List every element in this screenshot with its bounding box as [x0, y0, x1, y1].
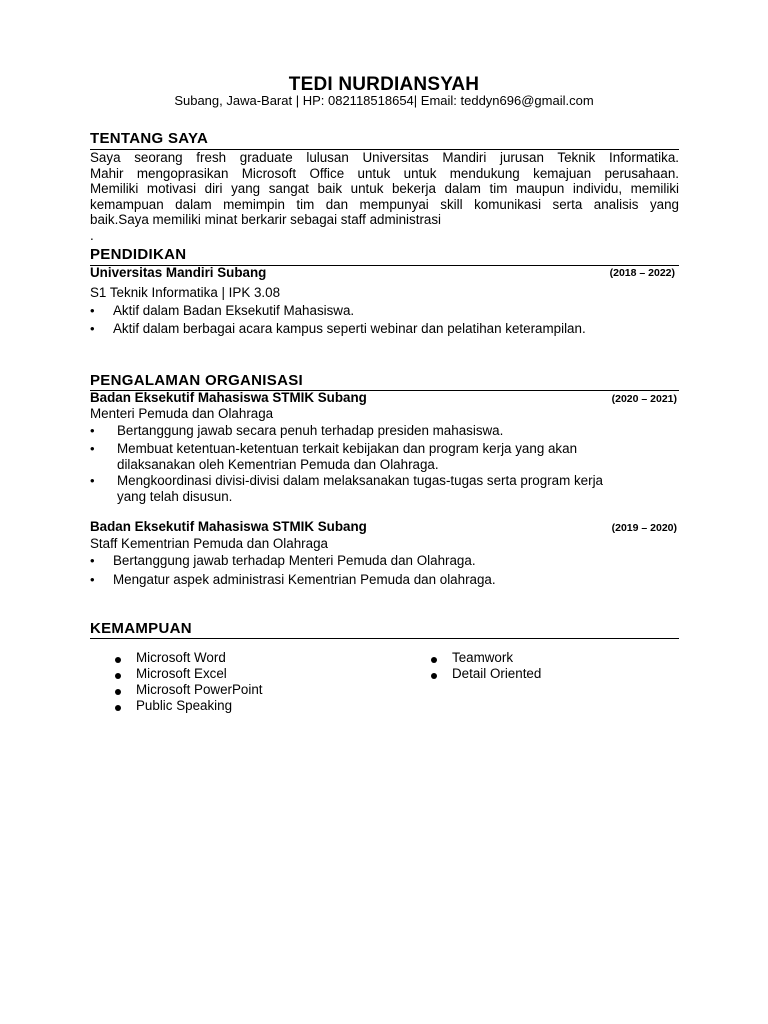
organization-role: Menteri Pemuda dan Olahraga: [90, 406, 274, 421]
about-heading: TENTANG SAYA: [90, 130, 209, 147]
organization-bullet-text: Membuat ketentuan-ketentuan terkait kebijakan dan program kerja yang akan: [117, 441, 578, 456]
organization-period: (2019 – 2020): [611, 522, 677, 534]
skill-item: Teamwork: [452, 650, 514, 665]
skill-item: Detail Oriented: [452, 666, 542, 681]
skills-heading: KEMAMPUAN: [90, 620, 192, 637]
organization-heading: PENGALAMAN ORGANISASI: [90, 372, 303, 389]
skill-item: Microsoft PowerPoint: [136, 682, 263, 697]
skill-item: Microsoft Word: [136, 650, 226, 665]
about-line: kemampuan dalam memimpin tim dan mempunyai skill komunikasi serta analisis yang: [90, 196, 679, 212]
skill-item: Public Speaking: [136, 698, 233, 713]
bullet-icon: •: [90, 321, 95, 336]
education-degree: S1 Teknik Informatika | IPK 3.08: [90, 285, 281, 300]
skills-divider: [90, 638, 679, 639]
organization-bullet-text: yang telah disusun.: [117, 489, 233, 504]
about-line: .: [90, 227, 94, 243]
bullet-icon: [115, 657, 121, 663]
about-line: baik.Saya memiliki minat berkarir sebagai staff administrasi: [90, 212, 442, 227]
about-line: Saya seorang fresh graduate lulusan Universitas Mandiri jurusan Teknik Informatika.: [90, 150, 679, 165]
organization-bullet-text: dilaksanakan oleh Kementrian Pemuda dan Olahraga.: [117, 457, 439, 472]
about-line: Memiliki motivasi diri yang sangat baik untuk bekerja dalam tim maupun individu, memiliki: [90, 181, 679, 196]
candidate-name: TEDI NURDIANSYAH: [288, 74, 480, 95]
bullet-icon: [431, 673, 437, 679]
organization-bullet-text: Bertanggung jawab terhadap Menteri Pemuda dan Olahraga.: [113, 553, 476, 568]
education-heading: PENDIDIKAN: [90, 246, 187, 263]
contact-info: Subang, Jawa-Barat | HP: 082118518654| Email: teddyn696@gmail.com: [174, 93, 594, 108]
organization-period: (2020 – 2021): [611, 393, 677, 405]
organization-bullet-text: Mengkoordinasi divisi-divisi dalam melaksanakan tugas-tugas serta program kerja: [117, 473, 604, 488]
education-period: (2018 – 2022): [609, 267, 675, 279]
bullet-icon: •: [90, 473, 95, 488]
bullet-icon: •: [90, 423, 95, 438]
about-paragraph: [90, 150, 679, 243]
bullet-icon: •: [90, 572, 95, 587]
organization-role: Staff Kementrian Pemuda dan Olahraga: [90, 536, 328, 551]
education-institution: Universitas Mandiri Subang: [90, 265, 267, 280]
education-bullet-text: Aktif dalam Badan Eksekutif Mahasiswa.: [113, 303, 355, 318]
about-line: Mahir mengoprasikan Microsoft Office untuk untuk mendukung kemajuan perusahaan.: [90, 165, 679, 181]
skill-item: Microsoft Excel: [136, 666, 227, 681]
organization-name: Badan Eksekutif Mahasiswa STMIK Subang: [90, 519, 367, 534]
organization-bullet-text: Mengatur aspek administrasi Kementrian Pemuda dan olahraga.: [113, 572, 496, 587]
bullet-icon: [115, 673, 121, 679]
bullet-icon: [115, 689, 121, 695]
bullet-icon: [431, 657, 437, 663]
organization-bullet-text: Bertanggung jawab secara penuh terhadap presiden mahasiswa.: [117, 423, 504, 438]
bullet-icon: •: [90, 303, 95, 318]
bullet-icon: [115, 705, 121, 711]
bullet-icon: •: [90, 553, 95, 568]
education-bullet-text: Aktif dalam berbagai acara kampus seperti webinar dan pelatihan keterampilan.: [113, 321, 586, 336]
organization-name: Badan Eksekutif Mahasiswa STMIK Subang: [90, 390, 367, 405]
bullet-icon: •: [90, 441, 95, 456]
